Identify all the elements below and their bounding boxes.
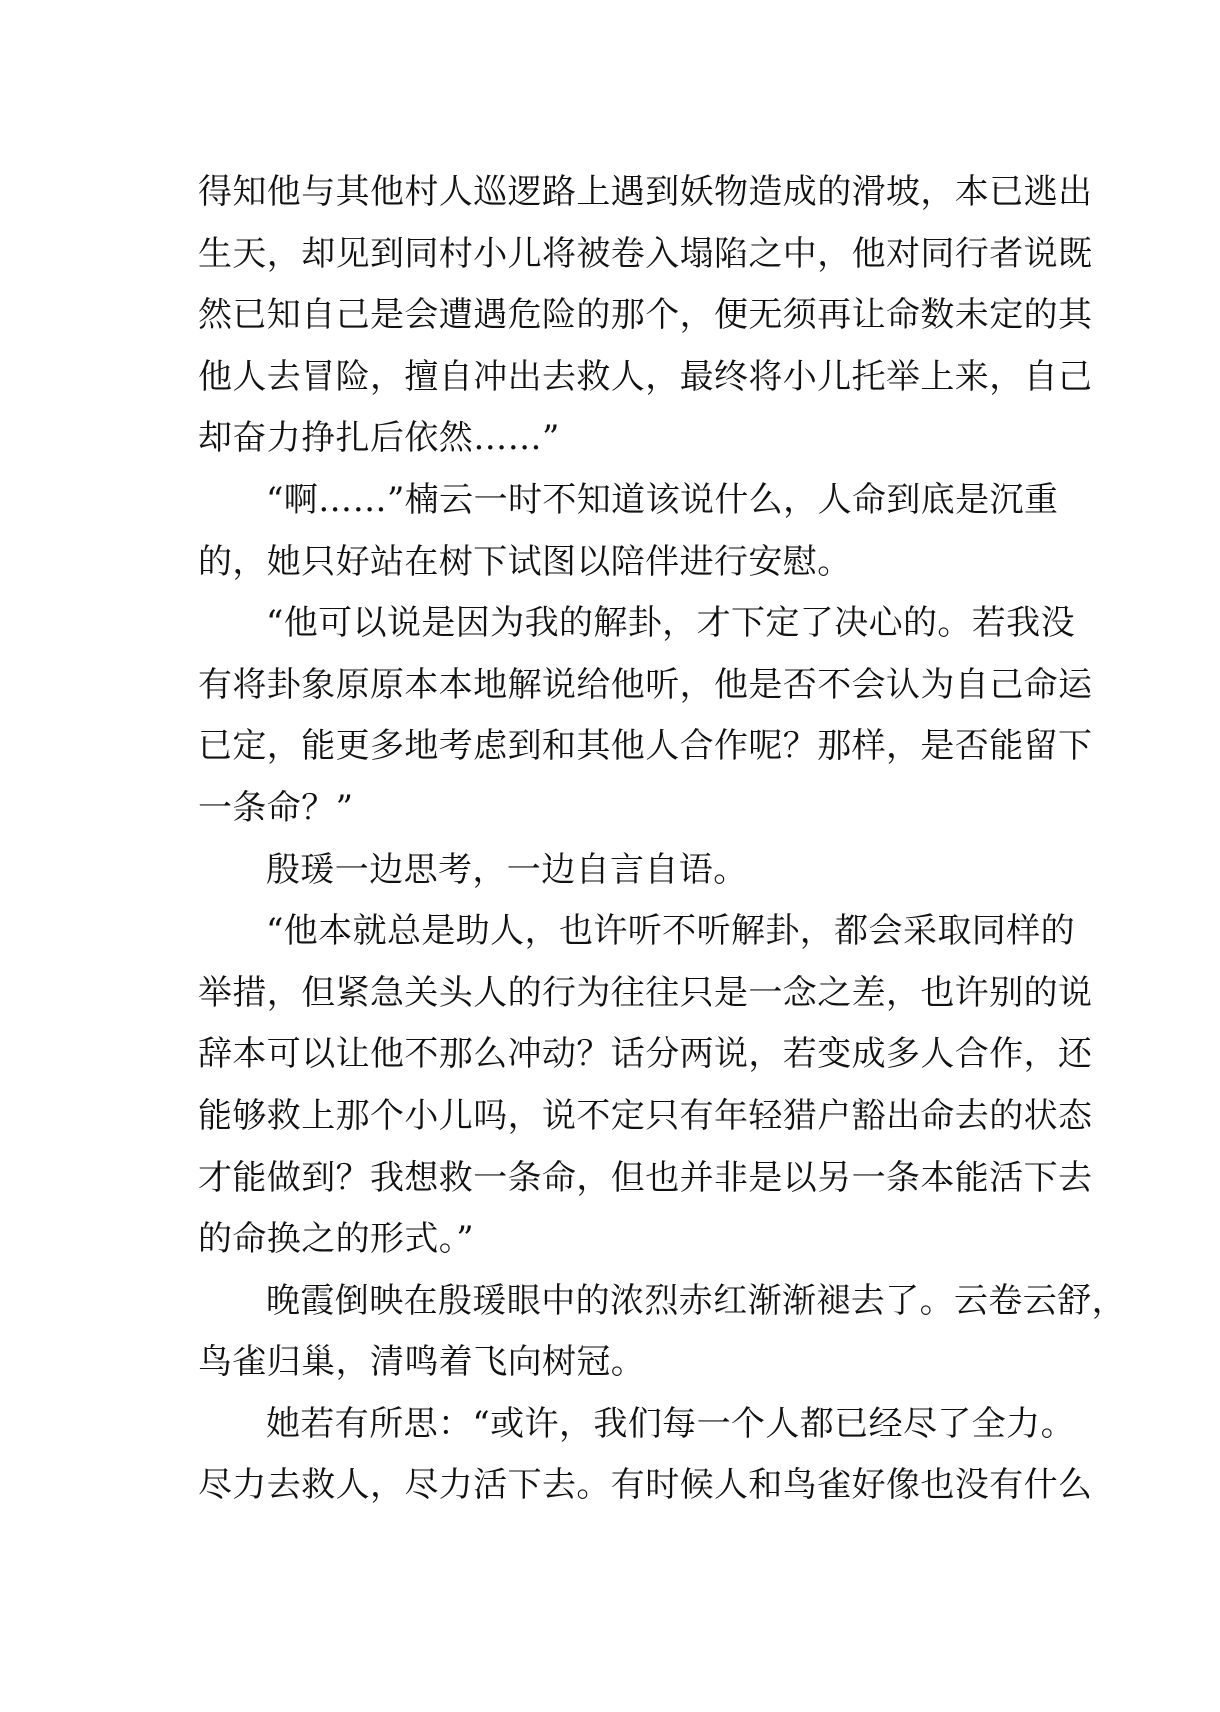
text-line: 已定，能更多地考虑到和其他人合作呢？那样，是否能留下 — [198, 726, 1093, 767]
text-line: 殷瑗一边思考，一边自言自语。 — [266, 849, 748, 890]
text-line: 然已知自己是会遭遇危险的那个，便无须再让命数未定的其 — [198, 295, 1093, 336]
text-line: 得知他与其他村人巡逻路上遇到妖物造成的滑坡，本已逃出 — [198, 172, 1093, 212]
body-text — [198, 162, 1126, 1517]
text-line: 却奋力挣扎后依然……” — [198, 418, 560, 459]
text-line: 生天，却见到同村小儿将被卷入塌陷之中，他对同行者说既 — [198, 233, 1093, 274]
text-line: 的，她只好站在树下试图以陪伴进行安慰。 — [198, 541, 852, 582]
text-line: 的命换之的形式。” — [198, 1219, 474, 1260]
text-line: 才能做到？我想救一条命，但也并非是以另一条本能活下去 — [198, 1157, 1093, 1198]
text-line: 举措，但紧急关头人的行为往往只是一念之差，也许别的说 — [198, 972, 1093, 1013]
text-line: 她若有所思：“或许，我们每一个人都已经尽了全力。 — [266, 1403, 1075, 1444]
text-line: “啊……”楠云一时不知道该说什么，人命到底是沉重 — [266, 479, 1059, 520]
text-line: 他人去冒险，擅自冲出去救人，最终将小儿托举上来，自己 — [198, 356, 1093, 397]
text-line: 晚霞倒映在殷瑗眼中的浓烈赤红渐渐褪去了。云卷云舒， — [266, 1280, 1126, 1321]
text-line: 能够救上那个小儿吗，说不定只有年轻猎户豁出命去的状态 — [198, 1095, 1093, 1136]
text-line: 一条命？” — [198, 787, 354, 828]
text-line: 辞本可以让他不那么冲动？话分两说，若变成多人合作，还 — [198, 1034, 1093, 1075]
text-line: 有将卦象原原本本地解说给他听，他是否不会认为自己命运 — [198, 664, 1093, 705]
text-line: “他本就总是助人，也许听不听解卦，都会采取同样的 — [266, 911, 1075, 952]
text-line: “他可以说是因为我的解卦，才下定了决心的。若我没 — [266, 603, 1075, 644]
text-line: 鸟雀归巢，清鸣着飞向树冠。 — [198, 1342, 646, 1383]
text-line: 尽力去救人，尽力活下去。有时候人和鸟雀好像也没有什么 — [198, 1465, 1093, 1506]
